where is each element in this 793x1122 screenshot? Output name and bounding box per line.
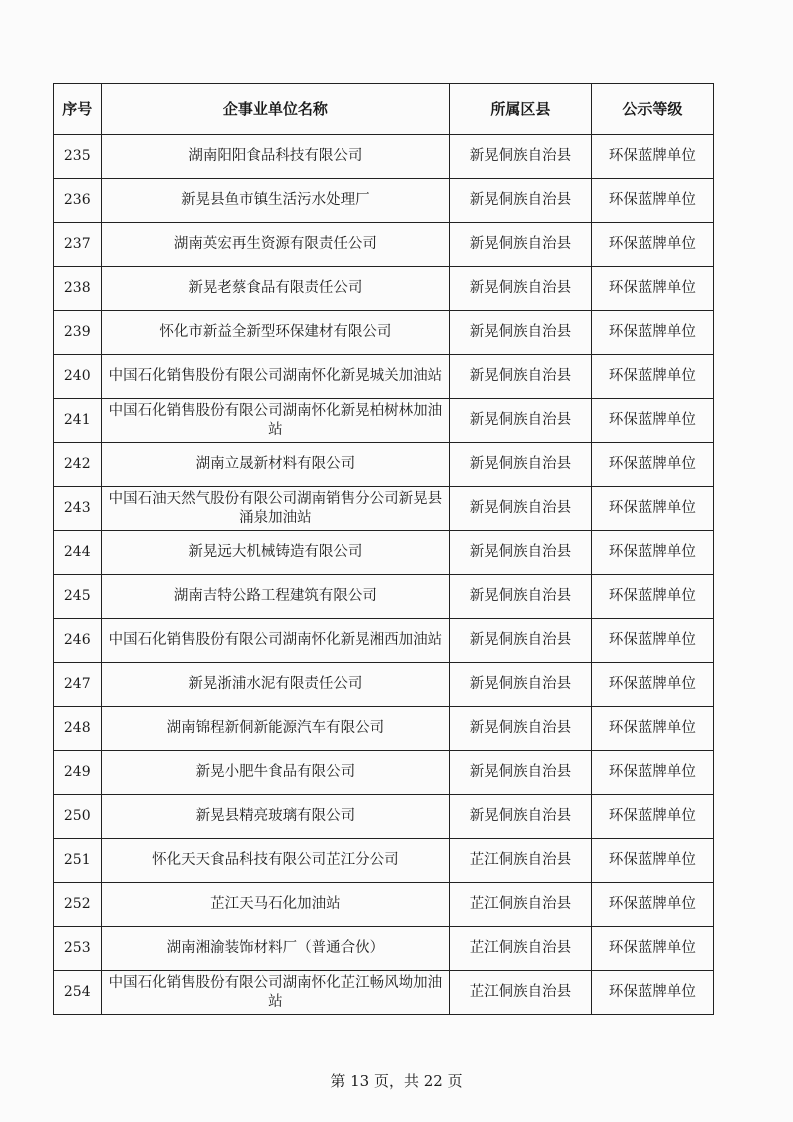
table-row (54, 707, 714, 751)
cell-no: 249 (54, 751, 102, 795)
cell-enterprise-name: 新晃远大机械铸造有限公司 (101, 531, 450, 575)
cell-county: 新晃侗族自治县 (450, 179, 592, 223)
cell-county: 新晃侗族自治县 (450, 223, 592, 267)
cell-county: 新晃侗族自治县 (450, 311, 592, 355)
cell-county: 新晃侗族自治县 (450, 487, 592, 531)
cell-level: 环保蓝牌单位 (591, 267, 713, 311)
cell-no: 253 (54, 927, 102, 971)
cell-county: 新晃侗族自治县 (450, 355, 592, 399)
table-row (54, 751, 714, 795)
cell-no: 241 (54, 399, 102, 443)
cell-level: 环保蓝牌单位 (591, 839, 713, 883)
cell-level: 环保蓝牌单位 (591, 971, 713, 1015)
table-row (54, 135, 714, 179)
cell-level: 环保蓝牌单位 (591, 531, 713, 575)
table-row (54, 575, 714, 619)
cell-county: 新晃侗族自治县 (450, 531, 592, 575)
table-row (54, 311, 714, 355)
header-level: 公示等级 (591, 84, 713, 135)
table-row (54, 267, 714, 311)
cell-enterprise-name: 中国石化销售股份有限公司湖南怀化新晃柏树林加油站 (101, 399, 450, 443)
cell-county: 新晃侗族自治县 (450, 663, 592, 707)
cell-level: 环保蓝牌单位 (591, 443, 713, 487)
cell-enterprise-name: 湖南阳阳食品科技有限公司 (101, 135, 450, 179)
table-row (54, 927, 714, 971)
cell-enterprise-name: 湖南吉特公路工程建筑有限公司 (101, 575, 450, 619)
table-header-row (54, 84, 714, 135)
cell-county: 新晃侗族自治县 (450, 575, 592, 619)
table-row (54, 355, 714, 399)
cell-enterprise-name: 新晃老蔡食品有限责任公司 (101, 267, 450, 311)
cell-level: 环保蓝牌单位 (591, 707, 713, 751)
cell-level: 环保蓝牌单位 (591, 663, 713, 707)
header-county: 所属区县 (450, 84, 592, 135)
cell-enterprise-name: 新晃县精亮玻璃有限公司 (101, 795, 450, 839)
cell-level: 环保蓝牌单位 (591, 223, 713, 267)
cell-county: 芷江侗族自治县 (450, 883, 592, 927)
cell-no: 244 (54, 531, 102, 575)
cell-level: 环保蓝牌单位 (591, 355, 713, 399)
table-row (54, 223, 714, 267)
cell-county: 芷江侗族自治县 (450, 971, 592, 1015)
header-no: 序号 (54, 84, 102, 135)
table-row (54, 883, 714, 927)
cell-enterprise-name: 怀化天天食品科技有限公司芷江分公司 (101, 839, 450, 883)
table-row (54, 663, 714, 707)
table-row (54, 795, 714, 839)
cell-no: 246 (54, 619, 102, 663)
table-row (54, 531, 714, 575)
cell-enterprise-name: 新晃小肥牛食品有限公司 (101, 751, 450, 795)
cell-no: 245 (54, 575, 102, 619)
cell-level: 环保蓝牌单位 (591, 751, 713, 795)
table-row (54, 971, 714, 1015)
cell-county: 新晃侗族自治县 (450, 267, 592, 311)
cell-county: 芷江侗族自治县 (450, 927, 592, 971)
cell-no: 236 (54, 179, 102, 223)
cell-county: 新晃侗族自治县 (450, 399, 592, 443)
table-row (54, 443, 714, 487)
cell-county: 新晃侗族自治县 (450, 443, 592, 487)
cell-level: 环保蓝牌单位 (591, 487, 713, 531)
cell-enterprise-name: 中国石化销售股份有限公司湖南怀化新晃城关加油站 (101, 355, 450, 399)
cell-no: 254 (54, 971, 102, 1015)
cell-county: 新晃侗族自治县 (450, 619, 592, 663)
cell-level: 环保蓝牌单位 (591, 135, 713, 179)
cell-level: 环保蓝牌单位 (591, 399, 713, 443)
enterprise-table (53, 83, 714, 1015)
cell-level: 环保蓝牌单位 (591, 179, 713, 223)
cell-county: 新晃侗族自治县 (450, 795, 592, 839)
cell-level: 环保蓝牌单位 (591, 883, 713, 927)
cell-level: 环保蓝牌单位 (591, 619, 713, 663)
table-row (54, 619, 714, 663)
cell-county: 新晃侗族自治县 (450, 135, 592, 179)
cell-enterprise-name: 湖南湘渝装饰材料厂（普通合伙） (101, 927, 450, 971)
cell-enterprise-name: 新晃浙浦水泥有限责任公司 (101, 663, 450, 707)
cell-no: 242 (54, 443, 102, 487)
cell-no: 247 (54, 663, 102, 707)
cell-enterprise-name: 湖南立晟新材料有限公司 (101, 443, 450, 487)
cell-enterprise-name: 中国石化销售股份有限公司湖南怀化芷江畅风坳加油站 (101, 971, 450, 1015)
table-row (54, 399, 714, 443)
table-row (54, 839, 714, 883)
cell-enterprise-name: 湖南锦程新侗新能源汽车有限公司 (101, 707, 450, 751)
cell-no: 250 (54, 795, 102, 839)
cell-no: 237 (54, 223, 102, 267)
cell-no: 251 (54, 839, 102, 883)
cell-enterprise-name: 中国石化销售股份有限公司湖南怀化新晃湘西加油站 (101, 619, 450, 663)
page-number: 第 13 页，共 22 页 (330, 1072, 463, 1090)
cell-no: 252 (54, 883, 102, 927)
cell-county: 新晃侗族自治县 (450, 751, 592, 795)
header-name: 企事业单位名称 (101, 84, 450, 135)
cell-no: 240 (54, 355, 102, 399)
cell-county: 芷江侗族自治县 (450, 839, 592, 883)
cell-enterprise-name: 中国石油天然气股份有限公司湖南销售分公司新晃县涌泉加油站 (101, 487, 450, 531)
cell-enterprise-name: 怀化市新益全新型环保建材有限公司 (101, 311, 450, 355)
cell-no: 239 (54, 311, 102, 355)
cell-enterprise-name: 新晃县鱼市镇生活污水处理厂 (101, 179, 450, 223)
cell-no: 243 (54, 487, 102, 531)
cell-enterprise-name: 湖南英宏再生资源有限责任公司 (101, 223, 450, 267)
cell-county: 新晃侗族自治县 (450, 707, 592, 751)
cell-no: 248 (54, 707, 102, 751)
cell-level: 环保蓝牌单位 (591, 795, 713, 839)
cell-no: 238 (54, 267, 102, 311)
table-row (54, 487, 714, 531)
table-row (54, 179, 714, 223)
cell-level: 环保蓝牌单位 (591, 575, 713, 619)
cell-no: 235 (54, 135, 102, 179)
cell-level: 环保蓝牌单位 (591, 311, 713, 355)
cell-enterprise-name: 芷江天马石化加油站 (101, 883, 450, 927)
cell-level: 环保蓝牌单位 (591, 927, 713, 971)
